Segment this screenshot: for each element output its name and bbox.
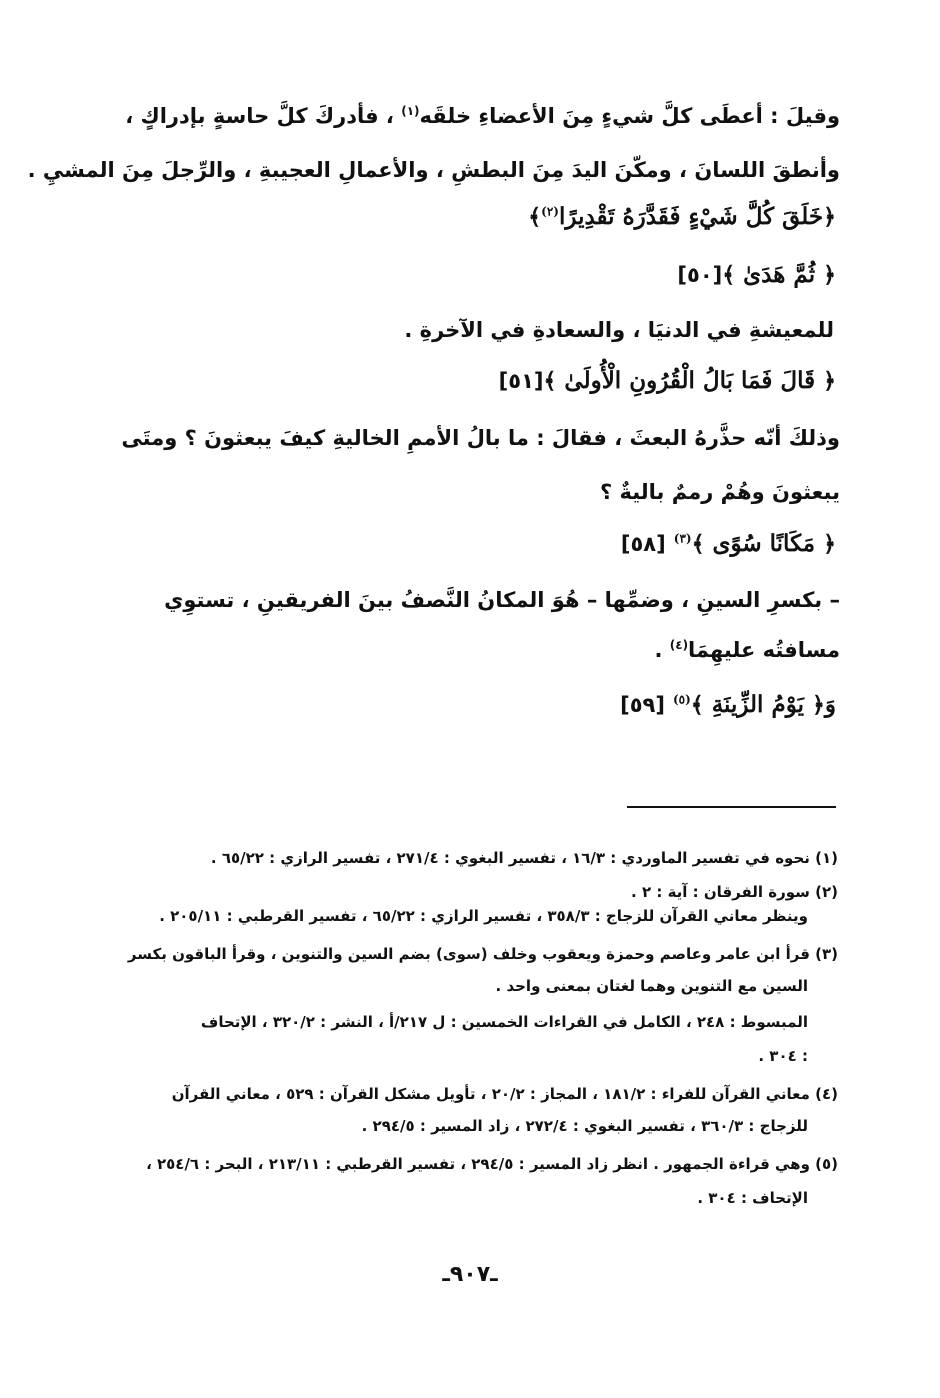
footnote-5-line-1	[130, 1152, 838, 1176]
footnote-2-line-1	[130, 880, 838, 904]
verse-text: مَكَانًا سُوًى	[712, 530, 816, 557]
body-text: .	[654, 638, 663, 662]
quran-verse-1	[528, 200, 836, 235]
footnote-text: : ٣٠٤ .	[758, 1047, 808, 1065]
body-text: وقيلَ : أعطَى كلَّ شيءٍ مِنَ الأعضاءِ خلقَه	[419, 104, 840, 128]
verse-open-bracket: ﴿	[823, 263, 836, 288]
body-line-3	[130, 314, 834, 346]
verse-open-bracket: ﴿	[823, 532, 836, 557]
footnote-ref[interactable]: (٤)	[669, 638, 689, 652]
footnote-3-line-1	[127, 942, 838, 966]
footnote-separator	[627, 806, 836, 808]
body-text: للمعيشةِ في الدنيَا ، والسعادةِ في الآخرةِ .	[404, 318, 834, 342]
footnote-text: الإتحاف : ٣٠٤ .	[697, 1189, 808, 1207]
body-line-1	[125, 100, 840, 132]
verse-number: [٥٨]	[620, 532, 666, 556]
verse-open-bracket: ﴿	[823, 205, 836, 230]
footnote-text: السين مع التنوين وهما لغتان بمعنى واحد .	[495, 977, 808, 995]
footnote-text: (٢) سورة الفرقان : آية : ٢ .	[631, 883, 838, 901]
footnote-ref[interactable]: (١)	[401, 104, 420, 118]
footnote-1	[130, 846, 838, 870]
verse-open-bracket: ﴿	[823, 369, 836, 394]
footnote-text: (٣) قرأ ابن عامر وعاصم وحمزة ويعقوب وخلف (سوى) بضم السين والتنوين ، وقرأ الباقون بكسر	[127, 945, 838, 963]
body-line-7	[130, 634, 840, 666]
verse-number: [٥٩]	[620, 693, 665, 717]
verse-number: [٥٠]	[677, 263, 723, 287]
footnote-5-line-2	[130, 1186, 808, 1210]
verse-text: خَلَقَ كُلَّ شَيْءٍ فَقَدَّرَهُ تَقْدِيرًا	[558, 203, 824, 230]
footnote-text: وينظر معاني القرآن للزجاج : ٣٥٨/٣ ، تفسير الرازي : ٦٥/٢٢ ، تفسير القرطبي : ٢٠٥/١١ .	[159, 907, 808, 925]
footnote-text: (٥) وهي قراءة الجمهور . انظر زاد المسير : ٢٩٤/٥ ، تفسير القرطبي : ٢١٣/١١ ، البحر : ٢٥٤/٦ ،	[146, 1155, 838, 1173]
footnote-3-line-3	[130, 1010, 808, 1034]
verse-text: يَوْمُ الزِّينَةِ	[711, 691, 804, 718]
quran-verse-3	[499, 364, 836, 399]
quran-verse-2	[677, 258, 836, 293]
footnote-4-line-1	[130, 1082, 838, 1106]
verse-close-bracket: ﴾	[691, 532, 705, 557]
body-line-6	[130, 584, 840, 616]
verse-text: قَالَ فَمَا بَالُ الْقُرُونِ الْأُولَىٰ	[564, 367, 816, 394]
footnote-text: (٤) معاني القرآن للفراء : ١٨١/٢ ، المجاز : ٢٠/٢ ، تأويل مشكل القرآن : ٥٢٩ ، معاني القرآن	[171, 1085, 838, 1103]
body-text: ، فأدركَ كلَّ حاسةٍ بإدراكٍ ،	[125, 104, 394, 128]
footnote-3-line-4	[130, 1044, 808, 1068]
body-line-4	[121, 422, 840, 454]
verse-prefix: وَ	[824, 691, 836, 718]
quran-verse-5	[620, 688, 836, 723]
verse-close-bracket: ﴾	[528, 205, 542, 230]
body-text: وذلكَ أنّه حذَّرهُ البعثَ ، فقالَ : ما بالُ الأممِ الخاليةِ كيفَ يبعثونَ ؟ ومتَى	[121, 426, 840, 450]
footnote-text: المبسوط : ٢٤٨ ، الكامل في القراءات الخمسين : ل ٢١٧/أ ، النشر : ٣٢٠/٢ ، الإتحاف	[200, 1013, 808, 1031]
verse-close-bracket: ﴾	[543, 369, 557, 394]
body-text: وأنطقَ اللسانَ ، ومكّنَ اليدَ مِنَ البطشِ ، والأعمالِ العجيبةِ ، والرِّجلَ مِنَ المشيِ .	[27, 158, 840, 182]
verse-close-bracket: ﴾	[690, 693, 704, 718]
quran-verse-4	[621, 527, 836, 562]
body-text: مسافتُه عليهِمَا	[688, 638, 840, 662]
footnote-text: للزجاج : ٣٦٠/٣ ، تفسير البغوي : ٢٧٢/٤ ، زاد المسير : ٢٩٤/٥ .	[361, 1117, 808, 1135]
body-line-2	[27, 154, 840, 186]
body-line-5	[130, 476, 840, 508]
footnote-ref[interactable]: (٥)	[672, 692, 691, 707]
footnote-ref[interactable]: (٢)	[541, 204, 559, 219]
verse-open-bracket: ﴿	[812, 693, 825, 718]
verse-number: [٥١]	[498, 369, 544, 393]
body-text: – بكسرِ السينِ ، وضمِّها – هُوَ المكانُ النَّصفُ بينَ الفريقينِ ، تستوِي	[164, 588, 840, 612]
verse-text: ثُمَّ هَدَىٰ	[743, 261, 816, 288]
footnote-ref[interactable]: (٣)	[673, 531, 692, 546]
body-text: يبعثونَ وهُمْ رممٌ باليةٌ ؟	[599, 480, 840, 504]
page-number: ـ٩٠٧ـ	[442, 1262, 498, 1287]
verse-close-bracket: ﴾	[722, 263, 736, 288]
footnote-text: (١) نحوه في تفسير الماوردي : ١٦/٣ ، تفسير البغوي : ٢٧١/٤ ، تفسير الرازي : ٦٥/٢٢ .	[210, 849, 838, 867]
footnote-4-line-2	[130, 1114, 808, 1138]
footnote-2-line-2	[130, 904, 808, 928]
footnote-3-line-2	[130, 974, 808, 998]
